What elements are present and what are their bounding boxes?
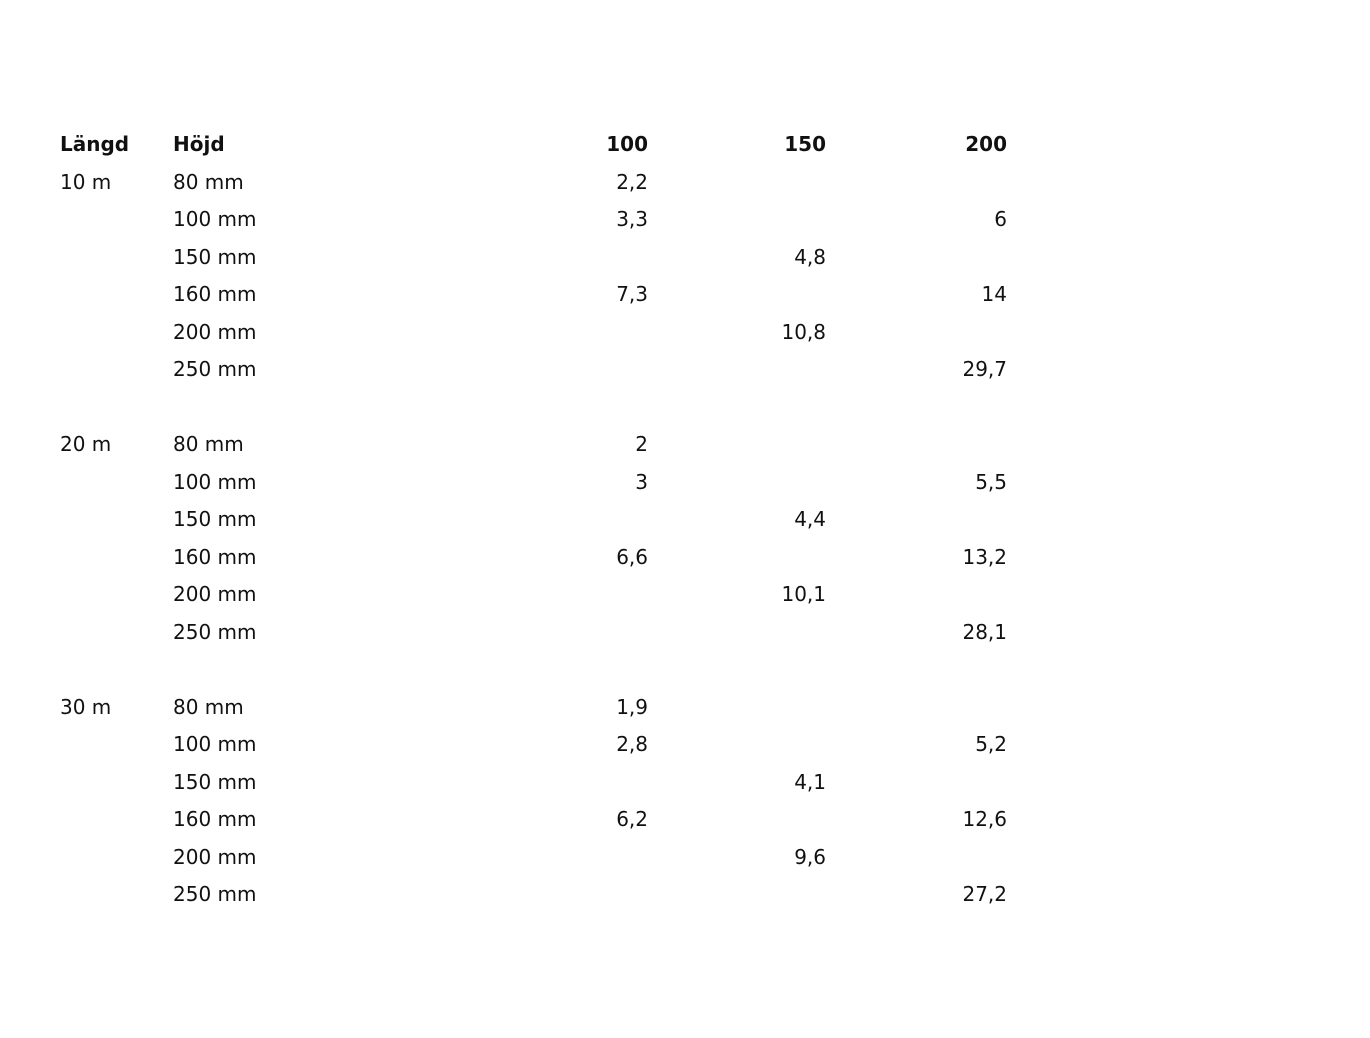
height-cell: 100 mm	[173, 207, 257, 231]
height-cell: 80 mm	[173, 432, 244, 456]
height-cell: 150 mm	[173, 244, 257, 269]
value-100-cell: 6,2	[616, 807, 648, 831]
table-row	[60, 689, 1020, 727]
value-200-cell: 14	[981, 282, 1007, 306]
height-cell: 200 mm	[173, 844, 257, 869]
group-spacer	[60, 651, 1020, 689]
value-200-cell: 5,2	[975, 732, 1007, 756]
header-height: Höjd	[173, 132, 225, 156]
length-cell: 10 m	[60, 169, 112, 194]
value-150-cell: 4,4	[794, 507, 826, 531]
group-spacer	[60, 389, 1020, 427]
height-cell: 250 mm	[173, 882, 257, 906]
table-row	[60, 464, 1020, 502]
value-100-cell: 2,8	[616, 732, 648, 756]
height-cell: 100 mm	[173, 732, 257, 756]
table-row	[60, 426, 1020, 464]
table-row	[60, 764, 1020, 802]
length-cell: 20 m	[60, 432, 112, 456]
table-row	[60, 501, 1020, 539]
value-150-cell: 4,8	[794, 244, 826, 269]
value-100-cell: 1,9	[616, 694, 648, 719]
value-200-cell: 29,7	[962, 357, 1007, 381]
value-200-cell: 5,5	[975, 469, 1007, 494]
value-200-cell: 27,2	[962, 882, 1007, 906]
height-cell: 150 mm	[173, 769, 257, 794]
value-100-cell: 3	[635, 469, 648, 494]
height-cell: 200 mm	[173, 319, 257, 344]
table-row	[60, 801, 1020, 839]
value-200-cell: 6	[994, 207, 1007, 231]
value-100-cell: 2,2	[616, 169, 648, 194]
table-row	[60, 726, 1020, 764]
table-row	[60, 614, 1020, 652]
table-row	[60, 164, 1020, 202]
header-col-100: 100	[606, 132, 648, 156]
value-200-cell: 28,1	[962, 619, 1007, 644]
height-cell: 160 mm	[173, 282, 257, 306]
height-cell: 160 mm	[173, 544, 257, 569]
height-cell: 250 mm	[173, 357, 257, 381]
header-col-150: 150	[784, 132, 826, 156]
height-cell: 250 mm	[173, 619, 257, 644]
table-row	[60, 201, 1020, 239]
value-150-cell: 10,8	[781, 319, 826, 344]
data-table	[60, 126, 1020, 914]
table-row	[60, 314, 1020, 352]
height-cell: 200 mm	[173, 582, 257, 606]
value-100-cell: 7,3	[616, 282, 648, 306]
value-100-cell: 6,6	[616, 544, 648, 569]
height-cell: 150 mm	[173, 507, 257, 531]
table-header-row	[60, 126, 1020, 164]
value-100-cell: 3,3	[616, 207, 648, 231]
value-200-cell: 13,2	[962, 544, 1007, 569]
length-cell: 30 m	[60, 694, 112, 719]
value-100-cell: 2	[635, 432, 648, 456]
table-row	[60, 351, 1020, 389]
height-cell: 100 mm	[173, 469, 257, 494]
table-row	[60, 539, 1020, 577]
value-200-cell: 12,6	[962, 807, 1007, 831]
header-col-200: 200	[965, 132, 1007, 156]
table-row	[60, 576, 1020, 614]
table-row	[60, 239, 1020, 277]
height-cell: 80 mm	[173, 169, 244, 194]
value-150-cell: 4,1	[794, 769, 826, 794]
value-150-cell: 10,1	[781, 582, 826, 606]
table-row	[60, 276, 1020, 314]
height-cell: 160 mm	[173, 807, 257, 831]
value-150-cell: 9,6	[794, 844, 826, 869]
table-row	[60, 839, 1020, 877]
height-cell: 80 mm	[173, 694, 244, 719]
table-row	[60, 876, 1020, 914]
header-length: Längd	[60, 132, 130, 156]
